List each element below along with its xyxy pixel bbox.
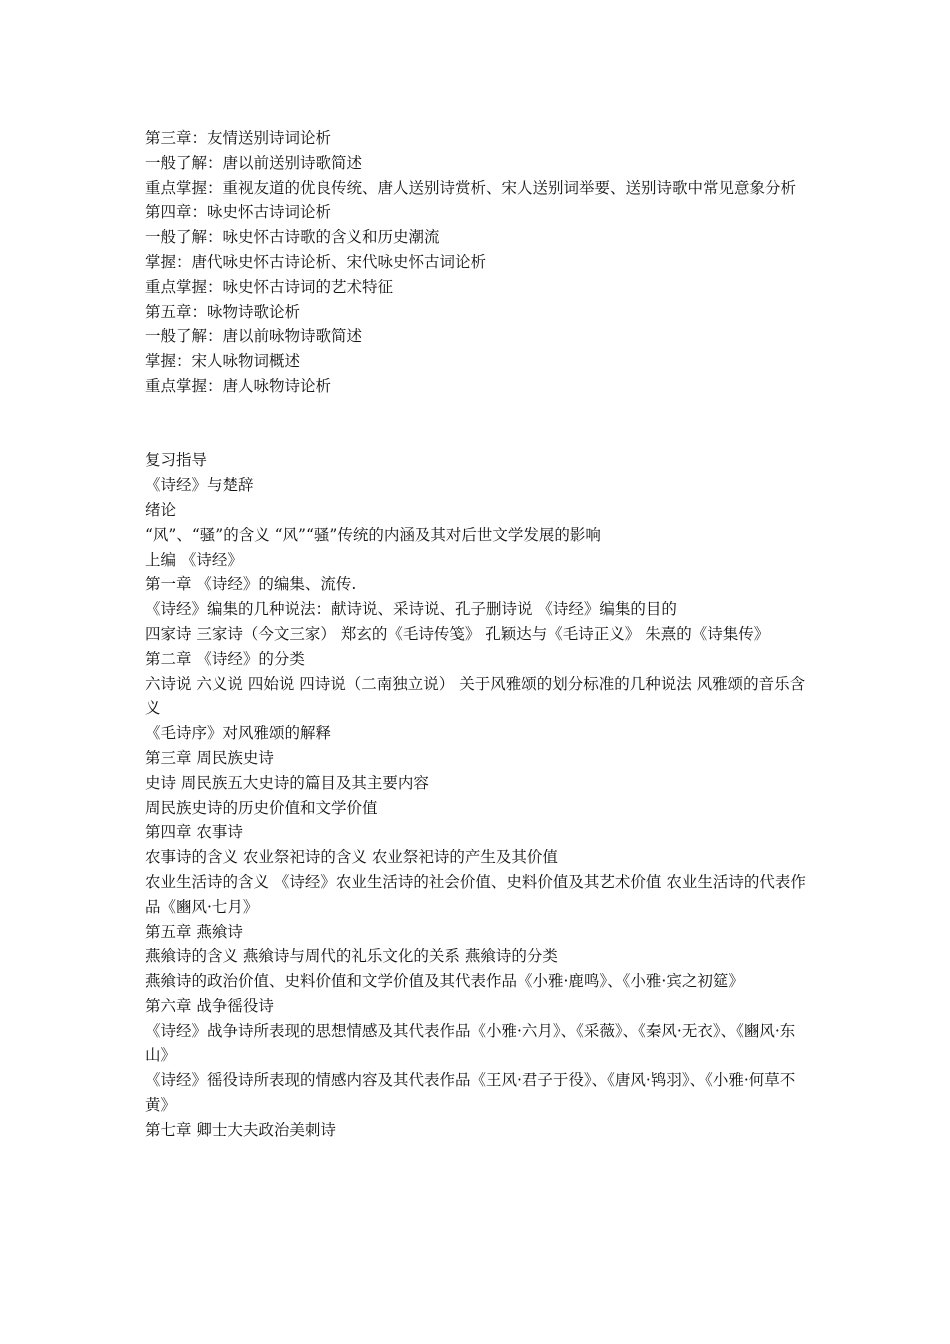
chapter-heading: 第五章 燕飨诗 (145, 922, 243, 941)
text-line: 农业生活诗的含义 《诗经》农业生活诗的社会价值、史料价值及其艺术价值 农业生活诗的代表作品《豳风·七月》 (145, 872, 806, 916)
document-body (145, 126, 810, 1143)
chapter-heading: 第四章：咏史怀古诗词论析 (145, 203, 332, 222)
text-line: 重点掌握：咏史怀古诗词的艺术特征 (145, 277, 394, 296)
course-title: 《诗经》与楚辞 (145, 476, 254, 495)
chapter-heading: 绪论 (145, 500, 177, 519)
chapter-heading: 第七章 卿士大夫政治美刺诗 (145, 1120, 336, 1139)
text-line: 燕飨诗的政治价值、史料价值和文学价值及其代表作品《小雅·鹿鸣》、《小雅·宾之初筵》 (145, 972, 744, 991)
section-title: 复习指导 (145, 451, 208, 470)
section-spacer (145, 399, 810, 449)
text-line: 一般了解：咏史怀古诗歌的含义和历史潮流 (145, 228, 440, 247)
text-line: 周民族史诗的历史价值和文学价值 (145, 798, 378, 817)
text-line: 《诗经》编集的几种说法：献诗说、采诗说、孔子删诗说 《诗经》编集的目的 (145, 600, 677, 619)
chapter-heading: 第三章：友情送别诗词论析 (145, 129, 332, 147)
text-line: 六诗说 六义说 四始说 四诗说（二南独立说） 关于风雅颂的划分标准的几种说法 风雅颂的音乐含义 (145, 674, 806, 718)
text-line: 《诗经》战争诗所表现的思想情感及其代表作品《小雅·六月》、《采薇》、《秦风·无衣》、《豳风·东山》 (145, 1021, 796, 1065)
text-line: 《毛诗序》对风雅颂的解释 (145, 724, 332, 743)
chapter-heading: 第五章：咏物诗歌论析 (145, 302, 301, 321)
text-line: 掌握：唐代咏史怀古诗论析、宋代咏史怀古词论析 (145, 252, 487, 271)
part-heading: 上编 《诗经》 (145, 550, 243, 569)
text-line: 重点掌握：唐人咏物诗论析 (145, 376, 332, 395)
chapter-heading: 第六章 战争徭役诗 (145, 996, 274, 1015)
text-line: 燕飨诗的含义 燕飨诗与周代的礼乐文化的关系 燕飨诗的分类 (145, 947, 558, 966)
text-line: 重点掌握：重视友道的优良传统、唐人送别诗赏析、宋人送别词举要、送别诗歌中常见意象分析 (145, 178, 797, 197)
text-line: 一般了解：唐以前咏物诗歌简述 (145, 327, 363, 346)
chapter-heading: 第一章 《诗经》的编集、流传. (145, 575, 357, 594)
text-line: 《诗经》徭役诗所表现的情感内容及其代表作品《王风·君子于役》、《唐风·鸨羽》、《小雅·何草不黄》 (145, 1071, 796, 1115)
chapter-heading: 第二章 《诗经》的分类 (145, 649, 305, 668)
chapter-heading: 第四章 农事诗 (145, 823, 243, 842)
text-line: 一般了解：唐以前送别诗歌简述 (145, 153, 363, 172)
chapter-heading: 第三章 周民族史诗 (145, 748, 274, 767)
text-line: 四家诗 三家诗（今文三家） 郑玄的《毛诗传笺》 孔颖达与《毛诗正义》 朱熹的《诗集传》 (145, 624, 770, 643)
text-line: 农事诗的含义 农业祭祀诗的含义 农业祭祀诗的产生及其价值 (145, 848, 558, 867)
text-line: 掌握：宋人咏物词概述 (145, 352, 301, 371)
text-line: “风”、“骚”的含义 “风”“骚”传统的内涵及其对后世文学发展的影响 (145, 525, 601, 544)
text-line: 史诗 周民族五大史诗的篇目及其主要内容 (145, 773, 429, 792)
